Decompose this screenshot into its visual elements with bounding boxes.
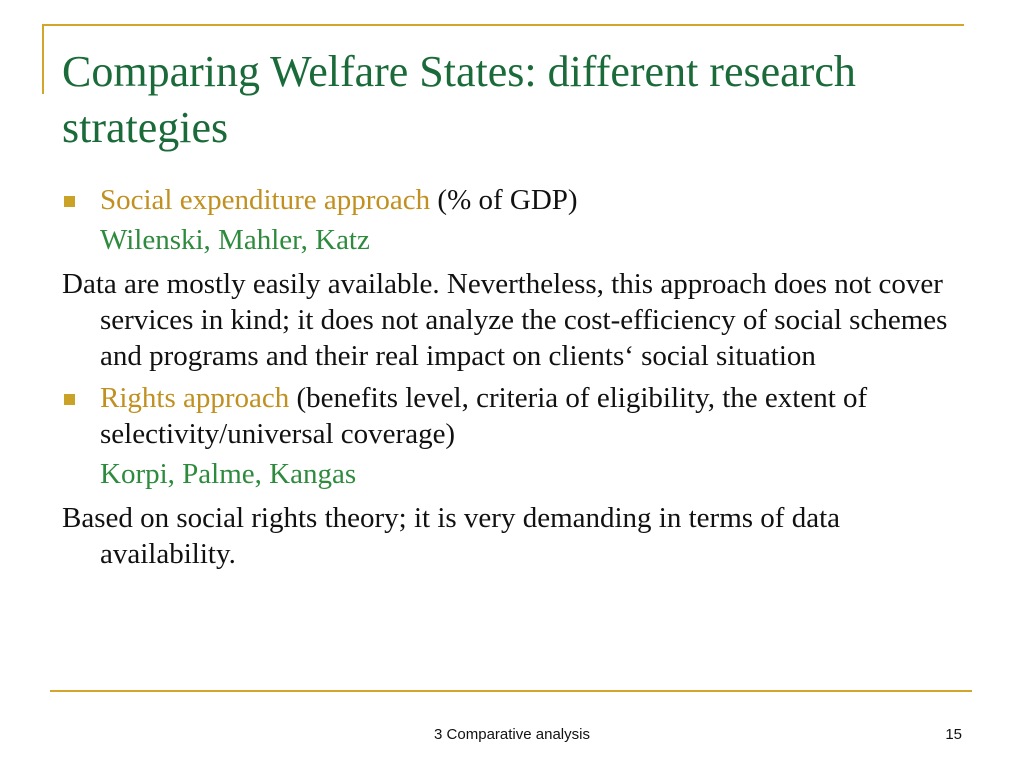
square-bullet-icon — [64, 394, 75, 405]
bullet-rights — [62, 380, 972, 452]
bullet-social-expenditure — [62, 182, 972, 218]
bullet-label: Social expenditure approach — [100, 184, 431, 216]
footer-caption: 3 Comparative analysis — [434, 726, 590, 743]
bullet-note: Data are mostly easily available. Nevertheless, this approach does not cover services in kind; it does not analyze the cost-efficiency of social schemes and programs and their real impact on clients‘ social situation — [62, 268, 948, 372]
page-number: 15 — [945, 726, 962, 743]
footer-divider — [50, 690, 972, 692]
frame-left-line — [42, 24, 44, 94]
bullet-authors: Wilenski, Mahler, Katz — [100, 224, 370, 256]
bullet-authors: Korpi, Palme, Kangas — [100, 458, 357, 490]
slide-body — [62, 182, 972, 578]
bullet-detail: (benefits level, criteria of eligibility, the extent of selectivity/universal coverage) — [100, 382, 868, 450]
slide-title: Comparing Welfare States: different research strategies — [62, 47, 856, 152]
square-bullet-icon — [64, 196, 75, 207]
bullet-note: Based on social rights theory; it is very demanding in terms of data availability. — [62, 502, 841, 570]
bullet-label: Rights approach — [100, 382, 290, 414]
bullet-detail: (% of GDP) — [430, 184, 578, 216]
frame-top-line — [44, 24, 964, 26]
